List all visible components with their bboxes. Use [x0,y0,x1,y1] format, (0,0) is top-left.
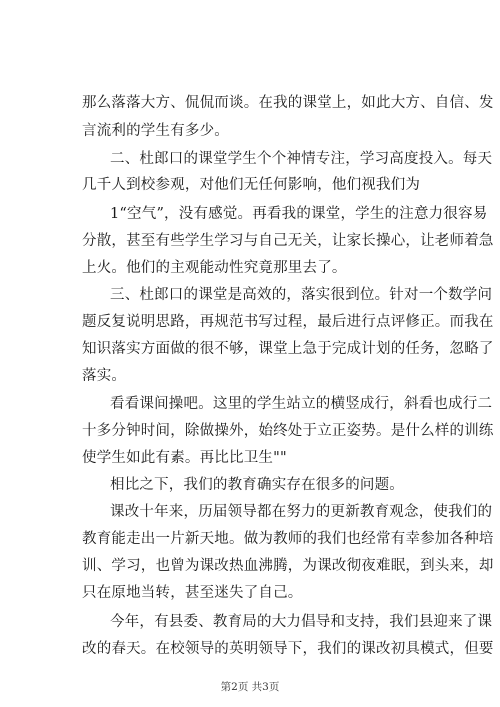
text-line: 只在原地当转，甚至迷失了自己。 [82,585,303,601]
text-line: 教育能走出一片新天地。做为教师的我们也经常有幸参加各种培 [82,531,494,547]
text-line: 训、学习，也曾为课改热血沸腾，为课改彻夜难眠，到头来，却 [82,558,494,574]
text-line: 看看课间操吧。这里的学生站立的横竖成行，斜看也成行二 [110,396,493,412]
page-number-footer: 第2页 共3页 [220,681,280,693]
text-line: 落实。 [82,368,127,384]
text-line: 知识落实方面做的很不够，课堂上急于完成计划的任务，忽略了 [82,341,494,357]
text-line: 几千人到校参观，对他们无任何影响，他们视我们为 [82,177,421,193]
text-line: 今年，有县委、教育局的大力倡导和支持，我们县迎来了课 [110,614,493,630]
text-line: 十多分钟时间，除做操外，始终处于立正姿势。是什么样的训练 [82,423,494,439]
text-line: 相比之下，我们的教育确实存在很多的问题。 [110,477,404,493]
text-line: 课改十年来，历届领导都在努力的更新教育观念，使我们的 [110,504,493,520]
text-line: 改的春天。在校领导的英明领导下，我们的课改初具模式，但要 [82,641,494,657]
text-line: 1“空气”，没有感觉。再看我的课堂，学生的注意力很容易 [110,206,488,222]
text-line: 使学生如此有素。再比比卫生"" [82,450,287,466]
text-line: 二、杜郎口的课堂学生个个神情专注，学习高度投入。每天 [110,151,493,167]
text-line: 上火。他们的主观能动性究竟那里去了。 [82,260,347,276]
text-line: 言流利的学生有多少。 [82,123,229,139]
text-line: 那么落落大方、侃侃而谈。在我的课堂上，如此大方、自信、发 [82,95,494,111]
text-line: 题反复说明思路，再规范书写过程，最后进行点评修正。而我在 [82,314,494,330]
text-line: 分散，甚至有些学生学习与自己无关，让家长操心，让老师着急 [82,233,494,249]
text-line: 三、杜郎口的课堂是高效的，落实很到位。针对一个数学问 [110,287,493,303]
